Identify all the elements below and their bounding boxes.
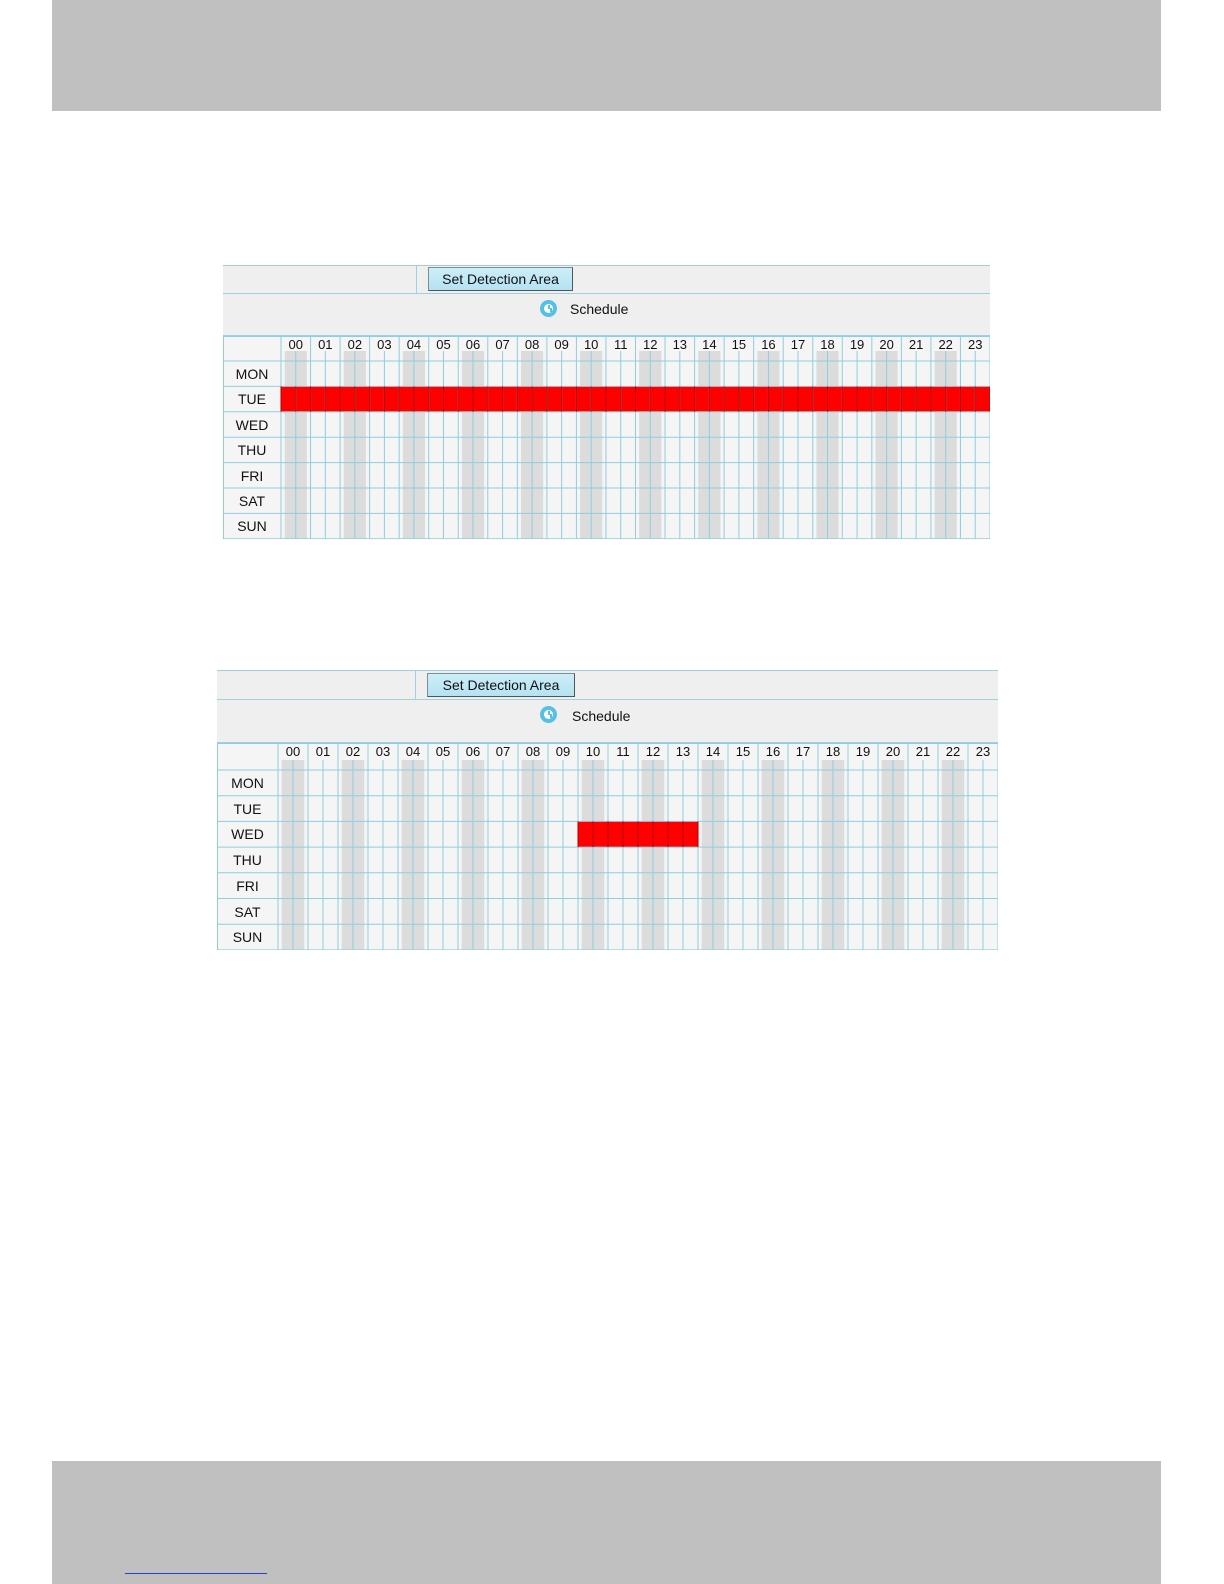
toolbar-divider — [416, 266, 417, 293]
hour-label: 04 — [406, 337, 422, 352]
page-header-band — [52, 0, 1161, 111]
hour-label: 12 — [643, 337, 658, 352]
hour-label: 15 — [731, 337, 747, 352]
schedule-panel-2 — [217, 670, 998, 950]
selected-cell[interactable] — [488, 386, 503, 411]
selected-cell[interactable] — [591, 386, 606, 411]
selected-cell[interactable] — [916, 386, 931, 411]
selected-cell[interactable] — [370, 386, 385, 411]
selected-cell[interactable] — [355, 386, 370, 411]
selected-cell[interactable] — [636, 386, 651, 411]
selected-cell[interactable] — [384, 386, 399, 411]
hour-label: 08 — [525, 744, 541, 759]
hour-label: 09 — [554, 337, 569, 352]
selected-cell[interactable] — [668, 821, 683, 847]
selected-cell[interactable] — [680, 386, 695, 411]
hour-label: 23 — [967, 337, 983, 352]
hour-label: 05 — [436, 337, 451, 352]
selected-cell[interactable] — [946, 386, 961, 411]
selected-cell[interactable] — [562, 386, 577, 411]
hour-label: 06 — [465, 337, 481, 352]
hour-label: 20 — [885, 744, 901, 759]
schedule-grid-canvas[interactable] — [217, 743, 998, 950]
schedule-title: Schedule — [570, 301, 629, 317]
hour-label: 00 — [285, 744, 301, 759]
selected-cell[interactable] — [517, 386, 532, 411]
hour-label: 03 — [375, 744, 391, 759]
schedule-header — [217, 700, 998, 743]
hour-label: 07 — [495, 337, 510, 352]
selected-cell[interactable] — [665, 386, 680, 411]
hour-label: 19 — [849, 337, 865, 352]
hour-label: 14 — [705, 744, 721, 759]
day-label-thu: THU — [233, 852, 262, 869]
set-detection-area-button[interactable]: Set Detection Area — [428, 267, 573, 291]
hour-label: 13 — [672, 337, 688, 352]
hour-label: 05 — [435, 744, 451, 759]
selected-cell[interactable] — [414, 386, 429, 411]
selected-cell[interactable] — [296, 386, 311, 411]
hour-label: 18 — [825, 744, 841, 759]
set-detection-area-button[interactable]: Set Detection Area — [427, 673, 575, 697]
hour-label: 20 — [879, 337, 894, 352]
selected-cell[interactable] — [783, 386, 798, 411]
hour-label: 02 — [347, 337, 363, 352]
footer-link[interactable] — [125, 1572, 267, 1574]
hour-label: 13 — [675, 744, 691, 759]
hour-label: 19 — [855, 744, 871, 759]
hour-label: 22 — [945, 744, 961, 759]
selected-cell[interactable] — [281, 386, 296, 411]
selected-cell[interactable] — [621, 386, 636, 411]
hour-label: 00 — [288, 337, 303, 352]
hour-label: 16 — [761, 337, 776, 352]
clock-icon — [540, 300, 557, 317]
hour-label: 16 — [765, 744, 781, 759]
selected-cell[interactable] — [608, 821, 623, 847]
hour-label: 01 — [315, 744, 331, 759]
schedule-title: Schedule — [572, 708, 631, 724]
toolbar — [217, 670, 998, 700]
schedule-grid[interactable] — [223, 336, 990, 539]
selected-cell[interactable] — [683, 821, 698, 847]
selected-cell[interactable] — [311, 386, 326, 411]
selected-cell[interactable] — [901, 386, 916, 411]
selected-cell[interactable] — [872, 386, 887, 411]
day-label-mon: MON — [231, 775, 264, 791]
selected-cell[interactable] — [578, 821, 593, 847]
hour-label: 04 — [405, 744, 421, 759]
hour-label: 17 — [790, 337, 806, 352]
selected-cell[interactable] — [650, 386, 665, 411]
hour-label: 02 — [345, 744, 361, 759]
selected-cell[interactable] — [828, 386, 843, 411]
selected-cell[interactable] — [887, 386, 902, 411]
day-label-sat: SAT — [234, 903, 261, 920]
day-label-thu: THU — [237, 442, 267, 459]
day-label-sat: SAT — [238, 493, 266, 509]
selected-cell[interactable] — [399, 386, 414, 411]
day-label-sun: SUN — [232, 929, 263, 946]
hour-label: 21 — [908, 337, 924, 352]
schedule-panel-1 — [223, 265, 990, 539]
selected-cell[interactable] — [325, 386, 340, 411]
schedule-grid[interactable] — [217, 743, 998, 950]
toolbar-divider — [415, 671, 416, 699]
selected-cell[interactable] — [429, 386, 444, 411]
day-label-wed: WED — [231, 826, 264, 843]
hour-label: 17 — [795, 744, 811, 759]
selected-cell[interactable] — [695, 386, 710, 411]
selected-cell[interactable] — [576, 386, 591, 411]
day-label-fri: FRI — [236, 877, 259, 894]
selected-cell[interactable] — [768, 386, 783, 411]
clock-icon — [540, 706, 557, 723]
day-label-fri: FRI — [240, 467, 264, 484]
toolbar — [223, 265, 990, 294]
day-label-sun: SUN — [237, 518, 267, 535]
selected-cell[interactable] — [754, 386, 769, 411]
selected-cell[interactable] — [638, 821, 653, 847]
selected-cell[interactable] — [458, 386, 473, 411]
schedule-grid-canvas[interactable] — [223, 336, 990, 539]
page-footer-band — [52, 1461, 1161, 1584]
selected-cell[interactable] — [739, 386, 754, 411]
selected-cell[interactable] — [443, 386, 458, 411]
selected-cell[interactable] — [653, 821, 668, 847]
selected-cell[interactable] — [623, 821, 638, 847]
selected-cell[interactable] — [340, 386, 355, 411]
hour-label: 11 — [613, 337, 628, 352]
hour-label: 18 — [820, 337, 835, 352]
day-label-wed: WED — [235, 416, 269, 433]
day-label-mon: MON — [235, 366, 269, 382]
selected-cell[interactable] — [709, 386, 724, 411]
selected-cell[interactable] — [813, 386, 828, 411]
selected-cell[interactable] — [798, 386, 813, 411]
hour-label: 09 — [555, 744, 571, 759]
hour-label: 23 — [975, 744, 991, 759]
hour-label: 21 — [915, 744, 931, 759]
hour-label: 10 — [585, 744, 601, 759]
hour-label: 12 — [645, 744, 661, 759]
hour-label: 15 — [735, 744, 751, 759]
selected-cell[interactable] — [606, 386, 621, 411]
selected-cell[interactable] — [473, 386, 488, 411]
hour-label: 06 — [465, 744, 481, 759]
hour-label: 03 — [377, 337, 392, 352]
selected-cell[interactable] — [503, 386, 518, 411]
schedule-header — [223, 294, 990, 336]
hour-label: 14 — [702, 337, 717, 352]
hour-label: 10 — [583, 337, 599, 352]
day-label-tue: TUE — [233, 800, 262, 817]
selected-cell[interactable] — [593, 821, 608, 847]
hour-label: 07 — [495, 744, 511, 759]
selected-cell[interactable] — [842, 386, 857, 411]
selected-cell[interactable] — [975, 386, 990, 411]
selected-cell[interactable] — [724, 386, 739, 411]
selected-cell[interactable] — [857, 386, 872, 411]
hour-label: 08 — [524, 337, 540, 352]
day-label-tue: TUE — [238, 391, 266, 408]
hour-label: 22 — [938, 337, 953, 352]
selected-cell[interactable] — [547, 386, 562, 411]
hour-label: 11 — [616, 744, 630, 759]
selected-cell[interactable] — [532, 386, 547, 411]
selected-cell[interactable] — [931, 386, 946, 411]
selected-cell[interactable] — [960, 386, 975, 411]
hour-label: 01 — [318, 337, 333, 352]
